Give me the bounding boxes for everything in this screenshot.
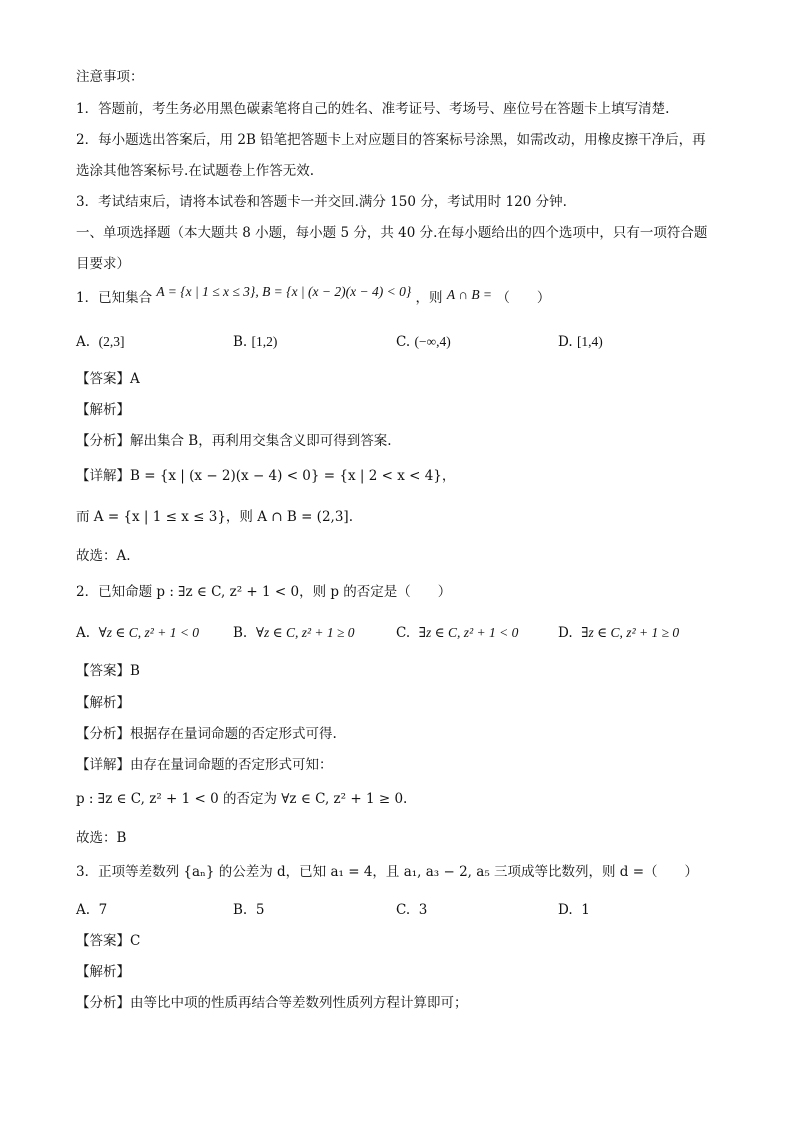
question-1-expr: A ∩ B = [446,287,493,302]
notice-item-3: 3．考试结束后，请将本试卷和答题卡一并交回.满分 150 分，考试用时 120 分钟. [76,194,567,210]
question-3-option-b: B. 5 [233,902,265,918]
question-2-analysis-tag: 【解析】 [76,695,130,711]
question-2-option-a: A. ∀z ∈ C, z² + 1 < 0 [76,625,200,641]
question-1-option-b: B. [1,2) [233,334,278,350]
question-3-option-d: D. 1 [558,902,590,918]
question-1-number: 1．已知集合 [76,290,153,306]
question-3-answer: 【答案】C [76,933,141,949]
question-3-fenxi: 【分析】由等比中项的性质再结合等差数列性质列方程计算即可； [76,995,468,1011]
question-1-blank: （ ） [496,290,551,306]
question-2-choose: 故选：B [76,830,127,846]
question-2-answer: 【答案】B [76,663,140,679]
notice-item-1: 1．答题前，考生务必用黑色碳素笔将自己的姓名、准考证号、考场号、座位号在答题卡上填写清楚. [76,101,670,117]
question-1-sets: A = {x | 1 ≤ x ≤ 3}, B = {x | (x − 2)(x − 4) < 0} [156,284,412,299]
question-1-stem [76,284,551,307]
question-2-stem: 2．已知命题 p : ∃z ∈ C, z² + 1 < 0，则 p 的否定是（ ） [76,584,452,600]
question-1-option-a: A. (2,3] [76,334,125,350]
section-heading-cont: 目要求） [76,256,130,272]
question-3-stem: 3．正项等差数列 {aₙ} 的公差为 d，已知 a₁ = 4，且 a₁, a₃ − 2, a₅ 三项成等比数列，则 d =（ ） [76,864,699,880]
question-1-option-c: C. (−∞,4) [396,334,451,350]
section-heading: 一、单项选择题（本大题共 8 小题，每小题 5 分，共 40 分.在每小题给出的四个选项中，只有一项符合题 [76,225,708,241]
question-1-answer: 【答案】A [76,371,140,387]
question-2-option-c: C. ∃z ∈ C, z² + 1 < 0 [396,625,519,641]
question-2-xiangjie: 【详解】由存在量词命题的否定形式可知： [76,757,333,773]
question-2-detail: p : ∃z ∈ C, z² + 1 < 0 的否定为 ∀z ∈ C, z² + 1 ≥ 0. [76,791,408,807]
notice-item-2: 2．每小题选出答案后，用 2B 铅笔把答题卡上对应题目的答案标号涂黑，如需改动，用橡皮擦干净后，再 [76,132,706,148]
question-1-choose: 故选：A. [76,548,131,564]
question-3-option-a: A. 7 [76,902,108,918]
question-1-conclusion: 而 A = {x | 1 ≤ x ≤ 3}，则 A ∩ B = (2,3]. [76,509,353,525]
question-1-option-d: D. [1,4) [558,334,603,350]
question-2-option-d: D. ∃z ∈ C, z² + 1 ≥ 0 [558,625,680,641]
question-3-option-c: C. 3 [396,902,428,918]
notice-title: 注意事项： [76,69,144,85]
notice-item-2-cont: 选涂其他答案标号.在试题卷上作答无效. [76,163,315,179]
question-1-xiangjie: 【详解】B = {x | (x − 2)(x − 4) < 0} = {x | 2 < x < 4}， [76,468,456,484]
question-1-then: ，则 [415,290,443,306]
question-1-analysis-tag: 【解析】 [76,402,130,418]
question-2-option-b: B. ∀z ∈ C, z² + 1 ≥ 0 [233,625,355,641]
question-1-fenxi: 【分析】解出集合 B，再利用交集含义即可得到答案. [76,433,392,449]
question-2-fenxi: 【分析】根据存在量词命题的否定形式可得. [76,726,337,742]
question-3-analysis-tag: 【解析】 [76,964,130,980]
